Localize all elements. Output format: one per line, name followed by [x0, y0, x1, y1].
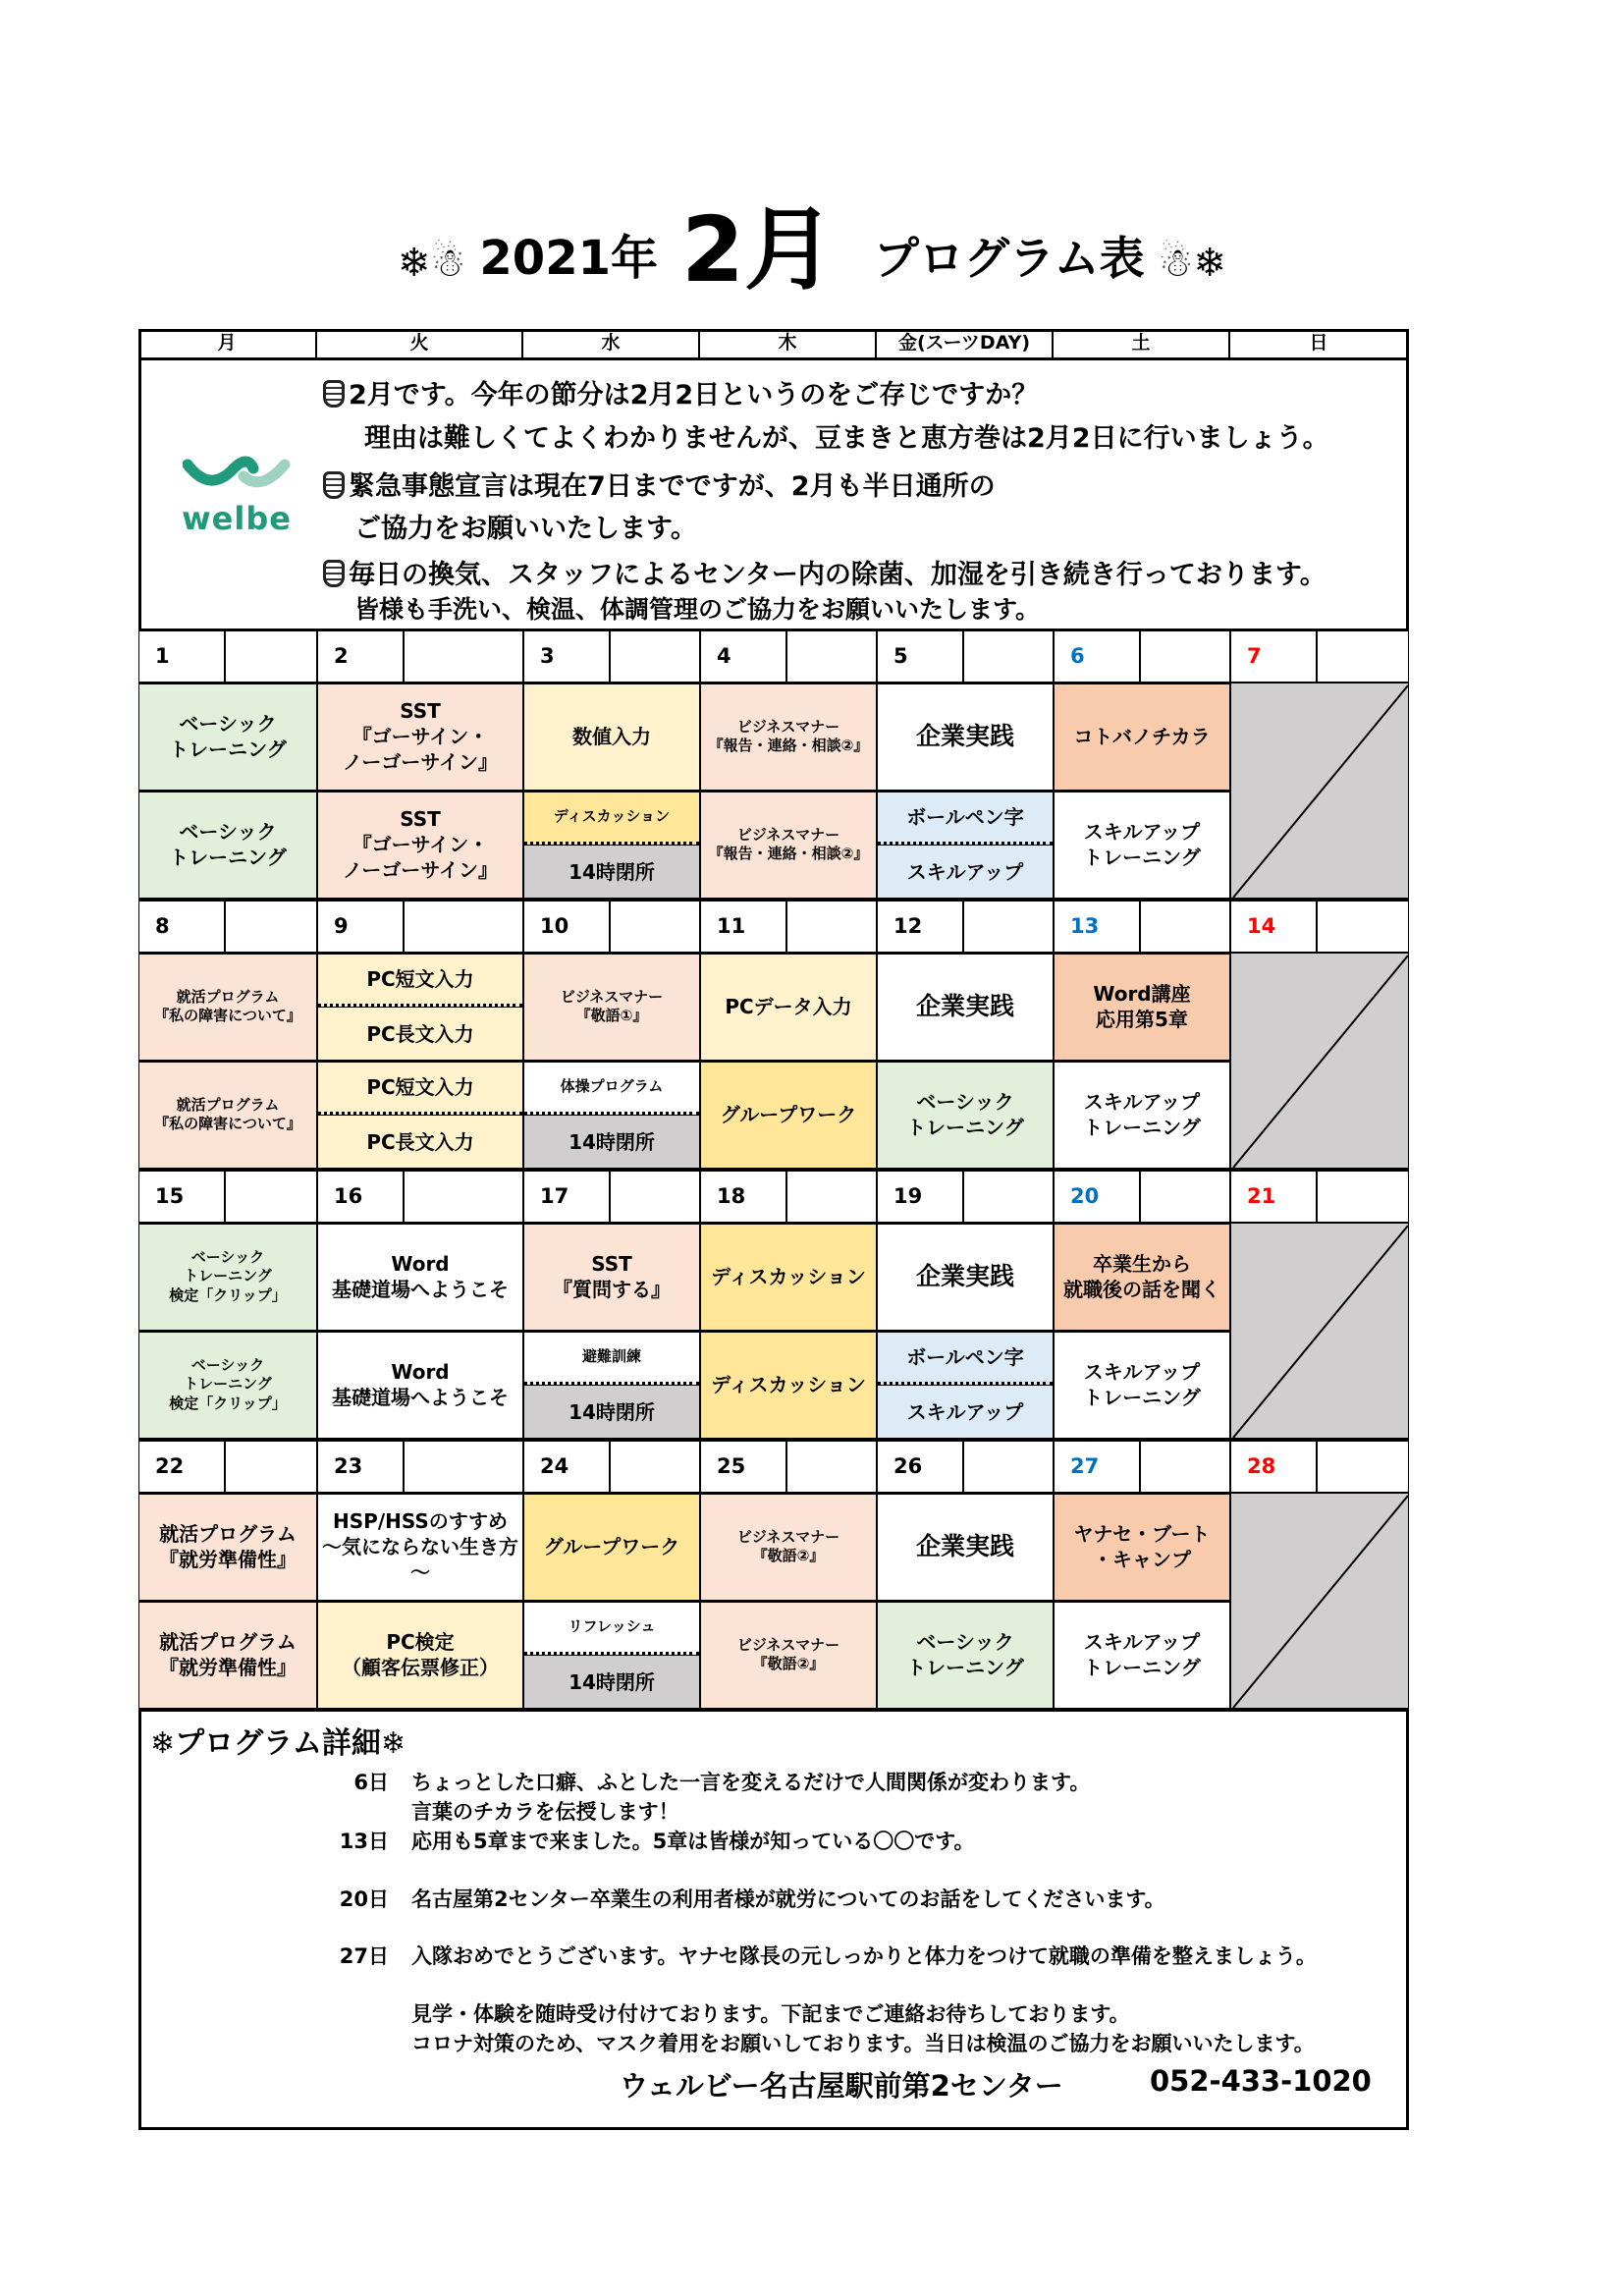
date-memo-box	[225, 901, 317, 953]
program-slot: ディスカッション	[523, 791, 700, 845]
oni-mask-icon	[323, 471, 345, 499]
details-heading: ❄プログラム詳細❄	[150, 1726, 406, 1761]
date-memo-box	[786, 1171, 877, 1223]
date-number: 26	[877, 1441, 963, 1493]
row-divider	[523, 790, 700, 793]
diagonal-line	[1231, 954, 1410, 1170]
weekday-2: 水	[523, 329, 700, 360]
program-details	[138, 1711, 1409, 2130]
program-slot: グループワーク	[700, 1061, 877, 1169]
program-slot: Word講座 応用第5章	[1054, 953, 1230, 1061]
row-divider	[138, 1330, 317, 1333]
date-number: 24	[523, 1441, 610, 1493]
program-slot: SST 『質問する』	[523, 1223, 700, 1331]
date-memo-box	[786, 1441, 877, 1493]
program-slot: PC短文入力	[317, 1061, 523, 1115]
title-label: プログラム表	[874, 232, 1145, 285]
program-slot: スキルアップ	[877, 1385, 1054, 1439]
date-number: 11	[700, 901, 786, 953]
program-slot: ボールペン字	[877, 1331, 1054, 1385]
date-number: 6	[1054, 630, 1140, 683]
program-slot: 企業実践	[877, 1223, 1054, 1331]
weekday-6: 日	[1230, 329, 1409, 360]
date-number: 10	[523, 901, 610, 953]
program-slot: 企業実践	[877, 1493, 1054, 1601]
date-memo-box	[225, 1441, 317, 1493]
detail-date: 13日	[339, 1830, 389, 1853]
weekday-4: 金(スーツDAY)	[877, 329, 1054, 360]
row-divider	[1054, 1222, 1230, 1225]
detail-date: 20日	[339, 1887, 389, 1911]
date-memo-box	[963, 901, 1054, 953]
date-memo-box	[786, 630, 877, 683]
row-divider	[700, 1492, 877, 1495]
date-memo-box	[404, 901, 523, 953]
program-slot: 就活プログラム 『私の障害について』	[138, 1061, 317, 1169]
row-divider	[877, 682, 1054, 684]
program-slot: 体操プログラム	[523, 1061, 700, 1115]
center-name: ウェルビー名古屋駅前第2センター	[620, 2069, 1063, 2103]
date-memo-box	[404, 1441, 523, 1493]
date-memo-box	[1140, 901, 1230, 953]
row-divider	[1054, 1330, 1230, 1333]
date-memo-box	[610, 1441, 700, 1493]
date-memo-box	[963, 1441, 1054, 1493]
detail-text: 応用も5章まで来ました。5章は皆様が知っている〇〇です。	[411, 1830, 975, 1853]
message-line	[323, 465, 996, 503]
program-slot: スキルアップ トレーニング	[1054, 1601, 1230, 1709]
row-divider	[523, 952, 700, 955]
message-line	[323, 373, 1038, 411]
program-slot: ベーシック トレーニング	[138, 791, 317, 899]
program-slot: PCデータ入力	[700, 953, 877, 1061]
note-text: 見学・体験を随時受け付けております。下記までご連絡お待ちしております。	[411, 2002, 1130, 2026]
program-slot: ベーシック トレーニング	[877, 1061, 1054, 1169]
title-month: 2月	[681, 197, 836, 302]
message-line: 皆様も手洗い、検温、体調管理のご協力をお願いいたします。	[354, 595, 1041, 624]
program-slot: PC短文入力	[317, 953, 523, 1007]
program-slot: ビジネスマナー 『報告・連絡・相談②』	[700, 683, 877, 791]
date-memo-box	[786, 901, 877, 953]
date-number: 7	[1230, 630, 1317, 683]
program-slot: 企業実践	[877, 953, 1054, 1061]
row-divider	[317, 1600, 523, 1603]
date-memo-box	[963, 630, 1054, 683]
message-line: ご協力をお願いいたします。	[354, 514, 697, 544]
program-slot: スキルアップ	[877, 845, 1054, 899]
program-slot: 14時閉所	[523, 1115, 700, 1169]
row-divider	[317, 1060, 523, 1063]
phone-number: 052-433-1020	[1150, 2064, 1372, 2098]
snowman-snowflake-icon: ☃❄	[1158, 241, 1226, 286]
row-divider	[877, 1600, 1054, 1603]
row-divider	[138, 1492, 317, 1495]
row-divider	[700, 952, 877, 955]
date-memo-box	[610, 630, 700, 683]
row-divider	[523, 1600, 700, 1603]
welbe-logo	[178, 447, 296, 537]
program-slot: 14時閉所	[523, 1385, 700, 1439]
detail-text: 名古屋第2センター卒業生の利用者様が就労についてのお話をしてくださいます。	[411, 1887, 1165, 1911]
row-divider	[700, 1600, 877, 1603]
program-slot: ベーシック トレーニング	[877, 1601, 1054, 1709]
date-number: 5	[877, 630, 963, 683]
row-divider	[1054, 790, 1230, 793]
page-title	[0, 191, 1624, 300]
date-memo-box	[1317, 630, 1409, 683]
program-slot: リフレッシュ	[523, 1601, 700, 1655]
row-divider	[138, 682, 317, 684]
date-number: 1	[138, 630, 225, 683]
row-divider	[523, 1330, 700, 1333]
row-divider	[523, 1222, 700, 1225]
row-divider	[700, 790, 877, 793]
row-divider	[700, 1330, 877, 1333]
program-slot: PC長文入力	[317, 1115, 523, 1169]
date-number: 27	[1054, 1441, 1140, 1493]
program-slot: PC長文入力	[317, 1007, 523, 1061]
row-divider	[138, 1222, 317, 1225]
weekday-1: 火	[317, 329, 523, 360]
date-number: 20	[1054, 1171, 1140, 1223]
program-slot: 就活プログラム 『就労準備性』	[138, 1601, 317, 1709]
announcement-box	[138, 360, 1409, 630]
row-divider	[877, 1222, 1054, 1225]
date-memo-box	[404, 630, 523, 683]
row-divider	[1054, 1600, 1230, 1603]
program-slot: ベーシック トレーニング	[138, 683, 317, 791]
program-slot: 数値入力	[523, 683, 700, 791]
date-number: 16	[317, 1171, 404, 1223]
row-divider	[138, 952, 317, 955]
date-number: 15	[138, 1171, 225, 1223]
program-slot: ディスカッション	[700, 1223, 877, 1331]
welbe-wave-icon	[183, 447, 291, 496]
row-divider	[877, 952, 1054, 955]
date-number: 9	[317, 901, 404, 953]
closed-day	[1230, 953, 1409, 1169]
closed-day	[1230, 1223, 1409, 1439]
date-number: 19	[877, 1171, 963, 1223]
date-number: 21	[1230, 1171, 1317, 1223]
row-divider	[317, 1222, 523, 1225]
detail-text: ちょっとした口癖、ふとした一言を変えるだけで人間関係が変わります。	[411, 1771, 1091, 1794]
diagonal-line	[1231, 1494, 1410, 1710]
program-slot: コトバノチカラ	[1054, 683, 1230, 791]
date-memo-box	[610, 901, 700, 953]
program-slot: ヤナセ・ブート ・キャンプ	[1054, 1493, 1230, 1601]
date-memo-box	[1140, 1171, 1230, 1223]
detail-date: 6日	[353, 1771, 389, 1794]
closed-day	[1230, 1493, 1409, 1709]
date-memo-box	[1140, 1441, 1230, 1493]
program-slot: 14時閉所	[523, 845, 700, 899]
row-divider	[877, 790, 1054, 793]
date-memo-box	[963, 1171, 1054, 1223]
detail-text: 言葉のチカラを伝授します！	[411, 1800, 679, 1824]
weekday-3: 木	[700, 329, 877, 360]
row-divider	[700, 682, 877, 684]
row-divider	[138, 790, 317, 793]
row-divider	[317, 682, 523, 684]
date-number: 18	[700, 1171, 786, 1223]
weekday-5: 土	[1054, 329, 1230, 360]
program-slot: 企業実践	[877, 683, 1054, 791]
date-memo-box	[610, 1171, 700, 1223]
program-slot: スキルアップ トレーニング	[1054, 1061, 1230, 1169]
date-number: 3	[523, 630, 610, 683]
date-number: 28	[1230, 1441, 1317, 1493]
date-number: 4	[700, 630, 786, 683]
row-divider	[1054, 1492, 1230, 1495]
program-slot: ディスカッション	[700, 1331, 877, 1439]
row-divider	[877, 1060, 1054, 1063]
program-slot: PC検定 （顧客伝票修正）	[317, 1601, 523, 1709]
program-slot: スキルアップ トレーニング	[1054, 1331, 1230, 1439]
program-slot: Word 基礎道場へようこそ	[317, 1331, 523, 1439]
row-divider	[1054, 682, 1230, 684]
date-memo-box	[1317, 1441, 1409, 1493]
date-memo-box	[225, 1171, 317, 1223]
closed-day	[1230, 683, 1409, 899]
date-memo-box	[404, 1171, 523, 1223]
title-year: 2021年	[479, 231, 659, 286]
program-slot: ビジネスマナー 『敬語②』	[700, 1601, 877, 1709]
program-slot: ビジネスマナー 『敬語①』	[523, 953, 700, 1061]
oni-mask-icon	[323, 560, 345, 587]
logo-text: welbe	[182, 500, 292, 537]
program-slot: 就活プログラム 『私の障害について』	[138, 953, 317, 1061]
row-divider	[138, 1060, 317, 1063]
date-number: 17	[523, 1171, 610, 1223]
row-divider	[700, 1222, 877, 1225]
program-slot: 卒業生から 就職後の話を聞く	[1054, 1223, 1230, 1331]
oni-mask-icon	[323, 380, 345, 408]
program-slot: 14時閉所	[523, 1655, 700, 1709]
row-divider	[523, 1060, 700, 1063]
program-slot: グループワーク	[523, 1493, 700, 1601]
detail-date: 27日	[339, 1944, 389, 1968]
message-line	[323, 553, 1326, 591]
date-number: 12	[877, 901, 963, 953]
program-slot: HSP/HSSのすすめ ～気にならない生き方～	[317, 1493, 523, 1601]
diagonal-line	[1231, 683, 1410, 900]
date-memo-box	[1317, 901, 1409, 953]
row-divider	[523, 682, 700, 684]
date-number: 8	[138, 901, 225, 953]
date-number: 25	[700, 1441, 786, 1493]
program-slot: SST 『ゴーサイン・ ノーゴーサイン』	[317, 791, 523, 899]
date-number: 14	[1230, 901, 1317, 953]
message-text: 毎日の換気、スタッフによるセンター内の除菌、加湿を引き続き行っております。	[349, 560, 1326, 590]
date-number: 2	[317, 630, 404, 683]
program-slot: Word 基礎道場へようこそ	[317, 1223, 523, 1331]
program-slot: ベーシック トレーニング 検定「クリップ」	[138, 1223, 317, 1331]
program-slot: 避難訓練	[523, 1331, 700, 1385]
row-divider	[138, 1600, 317, 1603]
row-divider	[317, 1492, 523, 1495]
row-divider	[317, 1330, 523, 1333]
program-slot: ベーシック トレーニング 検定「クリップ」	[138, 1331, 317, 1439]
note-text: コロナ対策のため、マスク着用をお願いしております。当日は検温のご協力をお願いいたします。	[411, 2032, 1315, 2055]
program-slot: SST 『ゴーサイン・ ノーゴーサイン』	[317, 683, 523, 791]
program-slot: スキルアップ トレーニング	[1054, 791, 1230, 899]
program-slot: ビジネスマナー 『報告・連絡・相談②』	[700, 791, 877, 899]
message-text: 2月です。今年の節分は2月2日というのをご存じですか？	[349, 380, 1039, 410]
snowflake-snowman-icon: ❄☃	[398, 241, 466, 286]
diagonal-line	[1231, 1224, 1410, 1440]
row-divider	[317, 790, 523, 793]
program-slot: ビジネスマナー 『敬語②』	[700, 1493, 877, 1601]
date-memo-box	[225, 630, 317, 683]
row-divider	[1054, 1060, 1230, 1063]
row-divider	[317, 952, 523, 955]
row-divider	[1054, 952, 1230, 955]
weekday-0: 月	[138, 329, 317, 360]
row-divider	[877, 1330, 1054, 1333]
message-line: 理由は難しくてよくわかりませんが、豆まきと恵方巻は2月2日に行いましょう。	[364, 423, 1329, 454]
row-divider	[877, 1492, 1054, 1495]
date-memo-box	[1317, 1171, 1409, 1223]
date-number: 22	[138, 1441, 225, 1493]
message-text: 緊急事態宣言は現在7日までですが、2月も半日通所の	[349, 471, 996, 502]
program-slot: ボールペン字	[877, 791, 1054, 845]
date-memo-box	[1140, 630, 1230, 683]
row-divider	[700, 1060, 877, 1063]
date-number: 23	[317, 1441, 404, 1493]
detail-text: 入隊おめでとうございます。ヤナセ隊長の元しっかりと体力をつけて就職の準備を整えましょう。	[411, 1944, 1317, 1968]
row-divider	[523, 1492, 700, 1495]
date-number: 13	[1054, 901, 1140, 953]
program-slot: 就活プログラム 『就労準備性』	[138, 1493, 317, 1601]
